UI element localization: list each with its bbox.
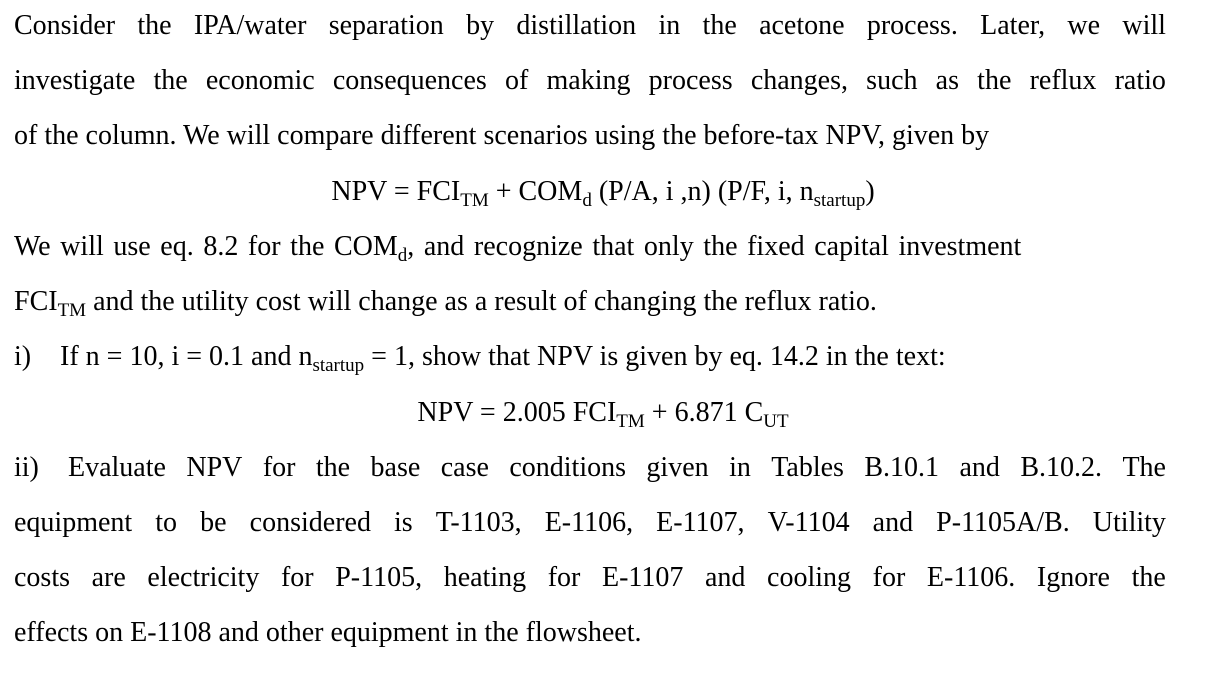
word: E-1106, <box>544 507 634 538</box>
word: Ignore <box>1036 562 1110 593</box>
word: case <box>440 452 489 483</box>
word: V-1104 <box>767 507 850 538</box>
word: is <box>394 507 413 538</box>
word: given <box>646 452 709 483</box>
paragraph-1-line-3: of the column. We will compare different scenarios using the before-tax NPV, given by <box>14 120 990 151</box>
word: E-1106. <box>926 562 1016 593</box>
word: the <box>977 65 1012 96</box>
word: are <box>91 562 126 593</box>
word: considered <box>249 507 371 538</box>
word: Utility <box>1092 507 1166 538</box>
question-item-2-line-3 <box>14 561 1166 595</box>
word: B.10.2. <box>1020 452 1103 483</box>
word: T-1103, <box>435 507 522 538</box>
word: process <box>648 65 733 96</box>
word: consequences <box>332 65 487 96</box>
paragraph-1-line-2 <box>14 64 1166 98</box>
word: separation <box>328 10 444 41</box>
item-marker: i) <box>14 341 32 372</box>
word: in <box>658 10 681 41</box>
word: reflux <box>1029 65 1097 96</box>
word: B.10.1 <box>864 452 940 483</box>
question-item-2-line-4: effects on E-1108 and other equipment in the flowsheet. <box>14 617 642 648</box>
word: P-1105, <box>335 562 423 593</box>
word: cooling <box>767 562 852 593</box>
word: changes, <box>750 65 848 96</box>
word: acetone <box>759 10 845 41</box>
npv-result-equation: NPV = 2.005 $FCI_{TM} + 6.871$ $C_{UT}$ <box>417 397 789 432</box>
npv-equation: NPV = $FCI_{TM} + COM_d$ (P/A, i ,n) (P/F, i, $n_{startup}$) <box>331 176 875 211</box>
paragraph-2-line-2: $FCI_{TM}$ and the utility cost will change as a result of changing the reflux ratio. <box>14 286 877 321</box>
word: ratio <box>1114 65 1166 96</box>
question-item-1: i) If n = 10, i = 0.1 and $n_{startup} = 1$, show that NPV is given by eq. 14.2 in the text: <box>14 341 946 376</box>
word: making <box>546 65 631 96</box>
word: the <box>153 65 188 96</box>
word: as <box>935 65 959 96</box>
question-item-2-line-1 <box>14 451 1166 485</box>
word: The <box>1122 452 1166 483</box>
word: for <box>262 452 296 483</box>
word: process. <box>866 10 958 41</box>
word: we <box>1067 10 1101 41</box>
word: for <box>872 562 906 593</box>
word: the <box>702 10 737 41</box>
word: Tables <box>771 452 844 483</box>
word: heating <box>443 562 527 593</box>
paragraph-2-line-1: We will use eq. 8.2 for the $COM_d$, and recognize that only the fixed capital investment <box>14 231 1022 266</box>
word: the <box>137 10 172 41</box>
word: of <box>504 65 529 96</box>
word: E-1107 <box>601 562 684 593</box>
word: Later, <box>980 10 1046 41</box>
word: and <box>959 452 1000 483</box>
word: Consider <box>14 10 116 41</box>
word: by <box>466 10 495 41</box>
word: and <box>872 507 914 538</box>
word: and <box>704 562 746 593</box>
word: equipment <box>14 507 133 538</box>
word: IPA/water <box>193 10 307 41</box>
word: for <box>547 562 581 593</box>
word: the <box>1131 562 1166 593</box>
word: NPV <box>186 452 243 483</box>
word: be <box>200 507 227 538</box>
word: for <box>280 562 314 593</box>
question-item-2-line-2 <box>14 506 1166 540</box>
paragraph-1-line-1 <box>14 9 1166 43</box>
word: Evaluate <box>68 452 166 483</box>
word: P-1105A/B. <box>936 507 1070 538</box>
word: distillation <box>516 10 637 41</box>
word: economic <box>205 65 315 96</box>
word: conditions <box>509 452 626 483</box>
word: in <box>729 452 751 483</box>
word: such <box>866 65 918 96</box>
word: to <box>155 507 178 538</box>
word: E-1107, <box>656 507 745 538</box>
word: will <box>1122 10 1166 41</box>
word: investigate <box>14 65 136 96</box>
word: costs <box>14 562 70 593</box>
word: electricity <box>147 562 260 593</box>
word: the <box>315 452 351 483</box>
word: base <box>370 452 421 483</box>
item-marker: ii) <box>14 452 39 483</box>
item-2-text <box>68 451 1166 485</box>
